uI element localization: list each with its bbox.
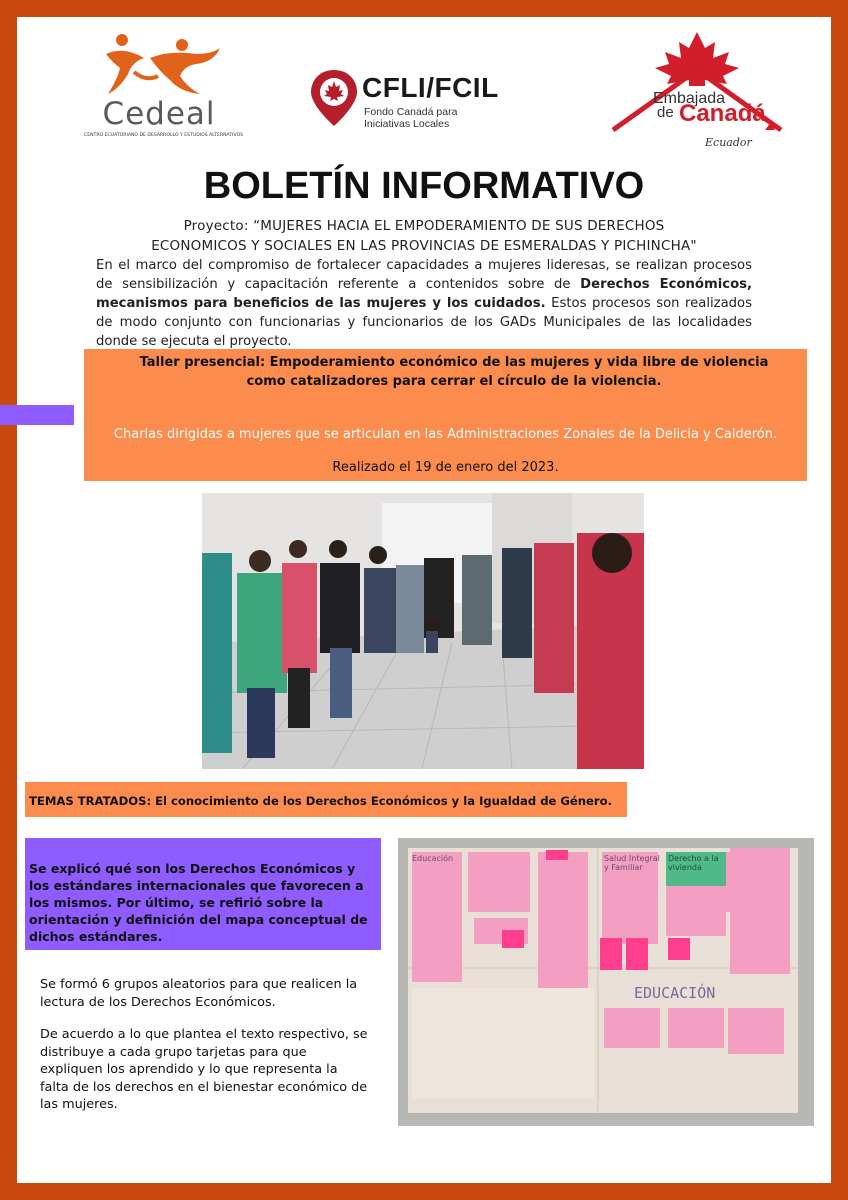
cards-text: De acuerdo a lo que plantea el texto respectivo, se distribuye a cada grupo tarjetas para que expliquen los aprendido y lo que representa la falta de los derechos en el bienestar económico de las mujeres.: [40, 1027, 368, 1112]
cedeal-logo: [84, 32, 244, 144]
explanation-box: [25, 838, 381, 950]
embassy-word-1: Embajada: [653, 90, 726, 107]
intro-text-1: En el marco del compromiso de fortalecer capacidades a mujeres lideresas, se realizan procesos de sensibilización y capacitación referente a contenidos sobre de: [96, 258, 752, 292]
cfli-subtitle-line2: Iniciativas Locales: [364, 118, 450, 130]
workshop-talks: Charlas dirigidas a mujeres que se articulan en las Administraciones Zonales de la Delicia y Calderón.: [113, 427, 778, 442]
workshop-box: [84, 349, 807, 481]
embassy-word-2: de: [657, 104, 674, 121]
cedeal-figures-icon: [84, 32, 234, 98]
explanation-text: Se explicó qué son los Derechos Económicos y los estándares internacionales que favorecen a los mismos. Por último, se refirió sobre la orientación y definición del mapa conceptual de dichos estándares.: [29, 861, 368, 944]
poster-photo: [398, 838, 814, 1126]
page-title: BOLETÍN INFORMATIVO: [203, 165, 645, 207]
cfli-title: CFLI/FCIL: [362, 72, 499, 103]
embassy-logo: [605, 30, 790, 155]
cedeal-subtitle: CENTRO ECUATORIANO DE DESARROLLO Y ESTUDIOS ALTERNATIVOS: [84, 133, 244, 138]
topics-text: TEMAS TRATADOS: El conocimiento de los Derechos Económicos y la Igualdad de Género.: [29, 794, 612, 808]
poster-card-health: Salud Integral y Familiar: [604, 854, 660, 872]
project-line-2: ECONOMICOS Y SOCIALES EN LAS PROVINCIAS DE ESMERALDAS Y PICHINCHA": [151, 238, 697, 254]
poster-card-housing: Derecho a la vivienda: [668, 854, 719, 872]
topics-box: [25, 782, 627, 817]
groups-text: Se formó 6 grupos aleatorios para que realicen la lectura de los Derechos Económicos.: [40, 977, 358, 1010]
cedeal-name: Cedeal: [102, 96, 216, 132]
poster-card-education: Educación: [412, 854, 454, 863]
embassy-word-3: Canadá: [679, 100, 766, 127]
project-line-1: Proyecto: “MUJERES HACIA EL EMPODERAMIENTO DE SUS DERECHOS: [183, 218, 665, 234]
embassy-word-4: Ecuador: [705, 136, 752, 149]
cfli-subtitle-line1: Fondo Canadá para: [364, 106, 458, 118]
intro-text-2: Estos procesos son realizados de modo conjunto con funcionarias y funcionarios de los GADs Municipales de las localidades donde se ejecuta el proyecto.: [96, 296, 752, 349]
intro-paragraph: [96, 256, 752, 351]
poster-heading: EDUCACIÓN: [634, 984, 716, 1002]
map-pin-maple-icon: [306, 68, 362, 128]
purple-tab-decoration: [0, 405, 74, 425]
intro-bold-text: Derechos Económicos, mecanismos para beneficios de las mujeres y los cuidados.: [96, 277, 752, 311]
workshop-heading: Taller presencial: Empoderamiento económico de las mujeres y vida libre de violencia como catalizadores para cerrar el círculo de la violencia.: [139, 355, 769, 389]
workshop-date: Realizado el 19 de enero del 2023.: [332, 460, 559, 475]
workshop-photo: [202, 493, 644, 769]
cfli-logo: [302, 66, 567, 130]
